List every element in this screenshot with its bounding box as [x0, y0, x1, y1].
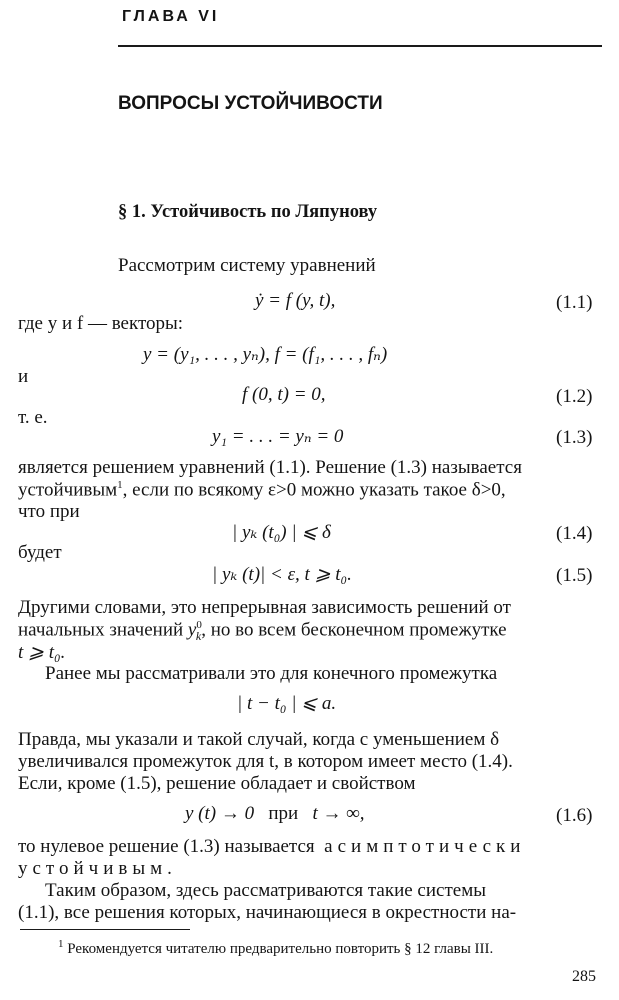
text-line: где y и f — векторы:: [18, 313, 184, 334]
text-line: увеличивался промежуток для t, в котором имеет место (1.4).: [18, 751, 513, 772]
equation-number: (1.4): [556, 523, 593, 544]
text-line: Правда, мы указали и такой случай, когда с уменьшением δ: [18, 729, 500, 750]
text-line: что при: [18, 501, 80, 522]
equation-number: (1.2): [556, 386, 593, 407]
text-line: будет: [18, 542, 62, 563]
footnote-ref: 1: [117, 479, 123, 491]
text-line: Таким образом, здесь рассматриваются такие системы: [45, 880, 486, 901]
equation-1-2: f (0, t) = 0,: [242, 384, 326, 405]
text-line: Ранее мы рассматривали это для конечного промежутка: [45, 663, 498, 684]
text-line: Если, кроме (1.5), решение обладает и свойством: [18, 773, 416, 794]
text-line: то нулевое решение (1.3) называется асимптотически: [18, 836, 526, 857]
equation-number: (1.1): [556, 292, 593, 313]
section-heading: § 1. Устойчивость по Ляпунову: [118, 202, 378, 222]
equation-number: (1.5): [556, 565, 593, 586]
text-line: и: [18, 366, 29, 387]
chapter-title: ВОПРОСЫ УСТОЙЧИВОСТИ: [118, 93, 383, 114]
footnote: $^1$ Рекомендуется читателю предварительно повторить § 12 главы III.: [58, 938, 494, 957]
equation-vectors: y = (y₁, . . . , yₙ), f = (f₁, . . . , fₙ): [143, 344, 388, 365]
equation-number: (1.3): [556, 427, 593, 448]
equation-1-4: | yₖ (t₀) | ⩽ δ: [232, 522, 331, 543]
equation-1-1: ẏ = f (y, t),: [255, 290, 336, 311]
text-line: (1.1), все решения которых, начинающиеся в окрестности на-: [18, 902, 517, 923]
text-line: начальных значений $y^0_k$, но во всем бесконечном промежутке: [18, 619, 507, 644]
equation-number: (1.6): [556, 805, 593, 826]
equation-1-5: | yₖ (t)| < ε, t ⩾ t₀.: [212, 564, 352, 585]
text-line: является решением уравнений (1.1). Решение (1.3) называется: [18, 457, 522, 478]
equation-1-6: y (t) → 0 при t → ∞,: [185, 803, 365, 824]
text-line: т. е.: [18, 407, 48, 428]
footnote-rule: [20, 929, 190, 930]
chapter-label: ГЛАВА VI: [122, 8, 220, 25]
spaced-term: устойчивым.: [18, 858, 177, 879]
header-rule: [118, 45, 602, 47]
text-line: устойчивым$^1$, если по всякому ε>0 можно указать такое δ>0,: [18, 479, 506, 501]
text-line: Другими словами, это непрерывная зависимость решений от: [18, 597, 511, 618]
equation-interval: | t − t₀ | ⩽ a.: [237, 693, 337, 714]
text-line: Рассмотрим систему уравнений: [118, 255, 376, 276]
text-line: t ⩾ t₀.: [18, 642, 66, 663]
page-number: 285: [572, 968, 596, 985]
spaced-term: асимптотически: [324, 836, 526, 857]
equation-1-3: y₁ = . . . = yₙ = 0: [212, 426, 344, 447]
